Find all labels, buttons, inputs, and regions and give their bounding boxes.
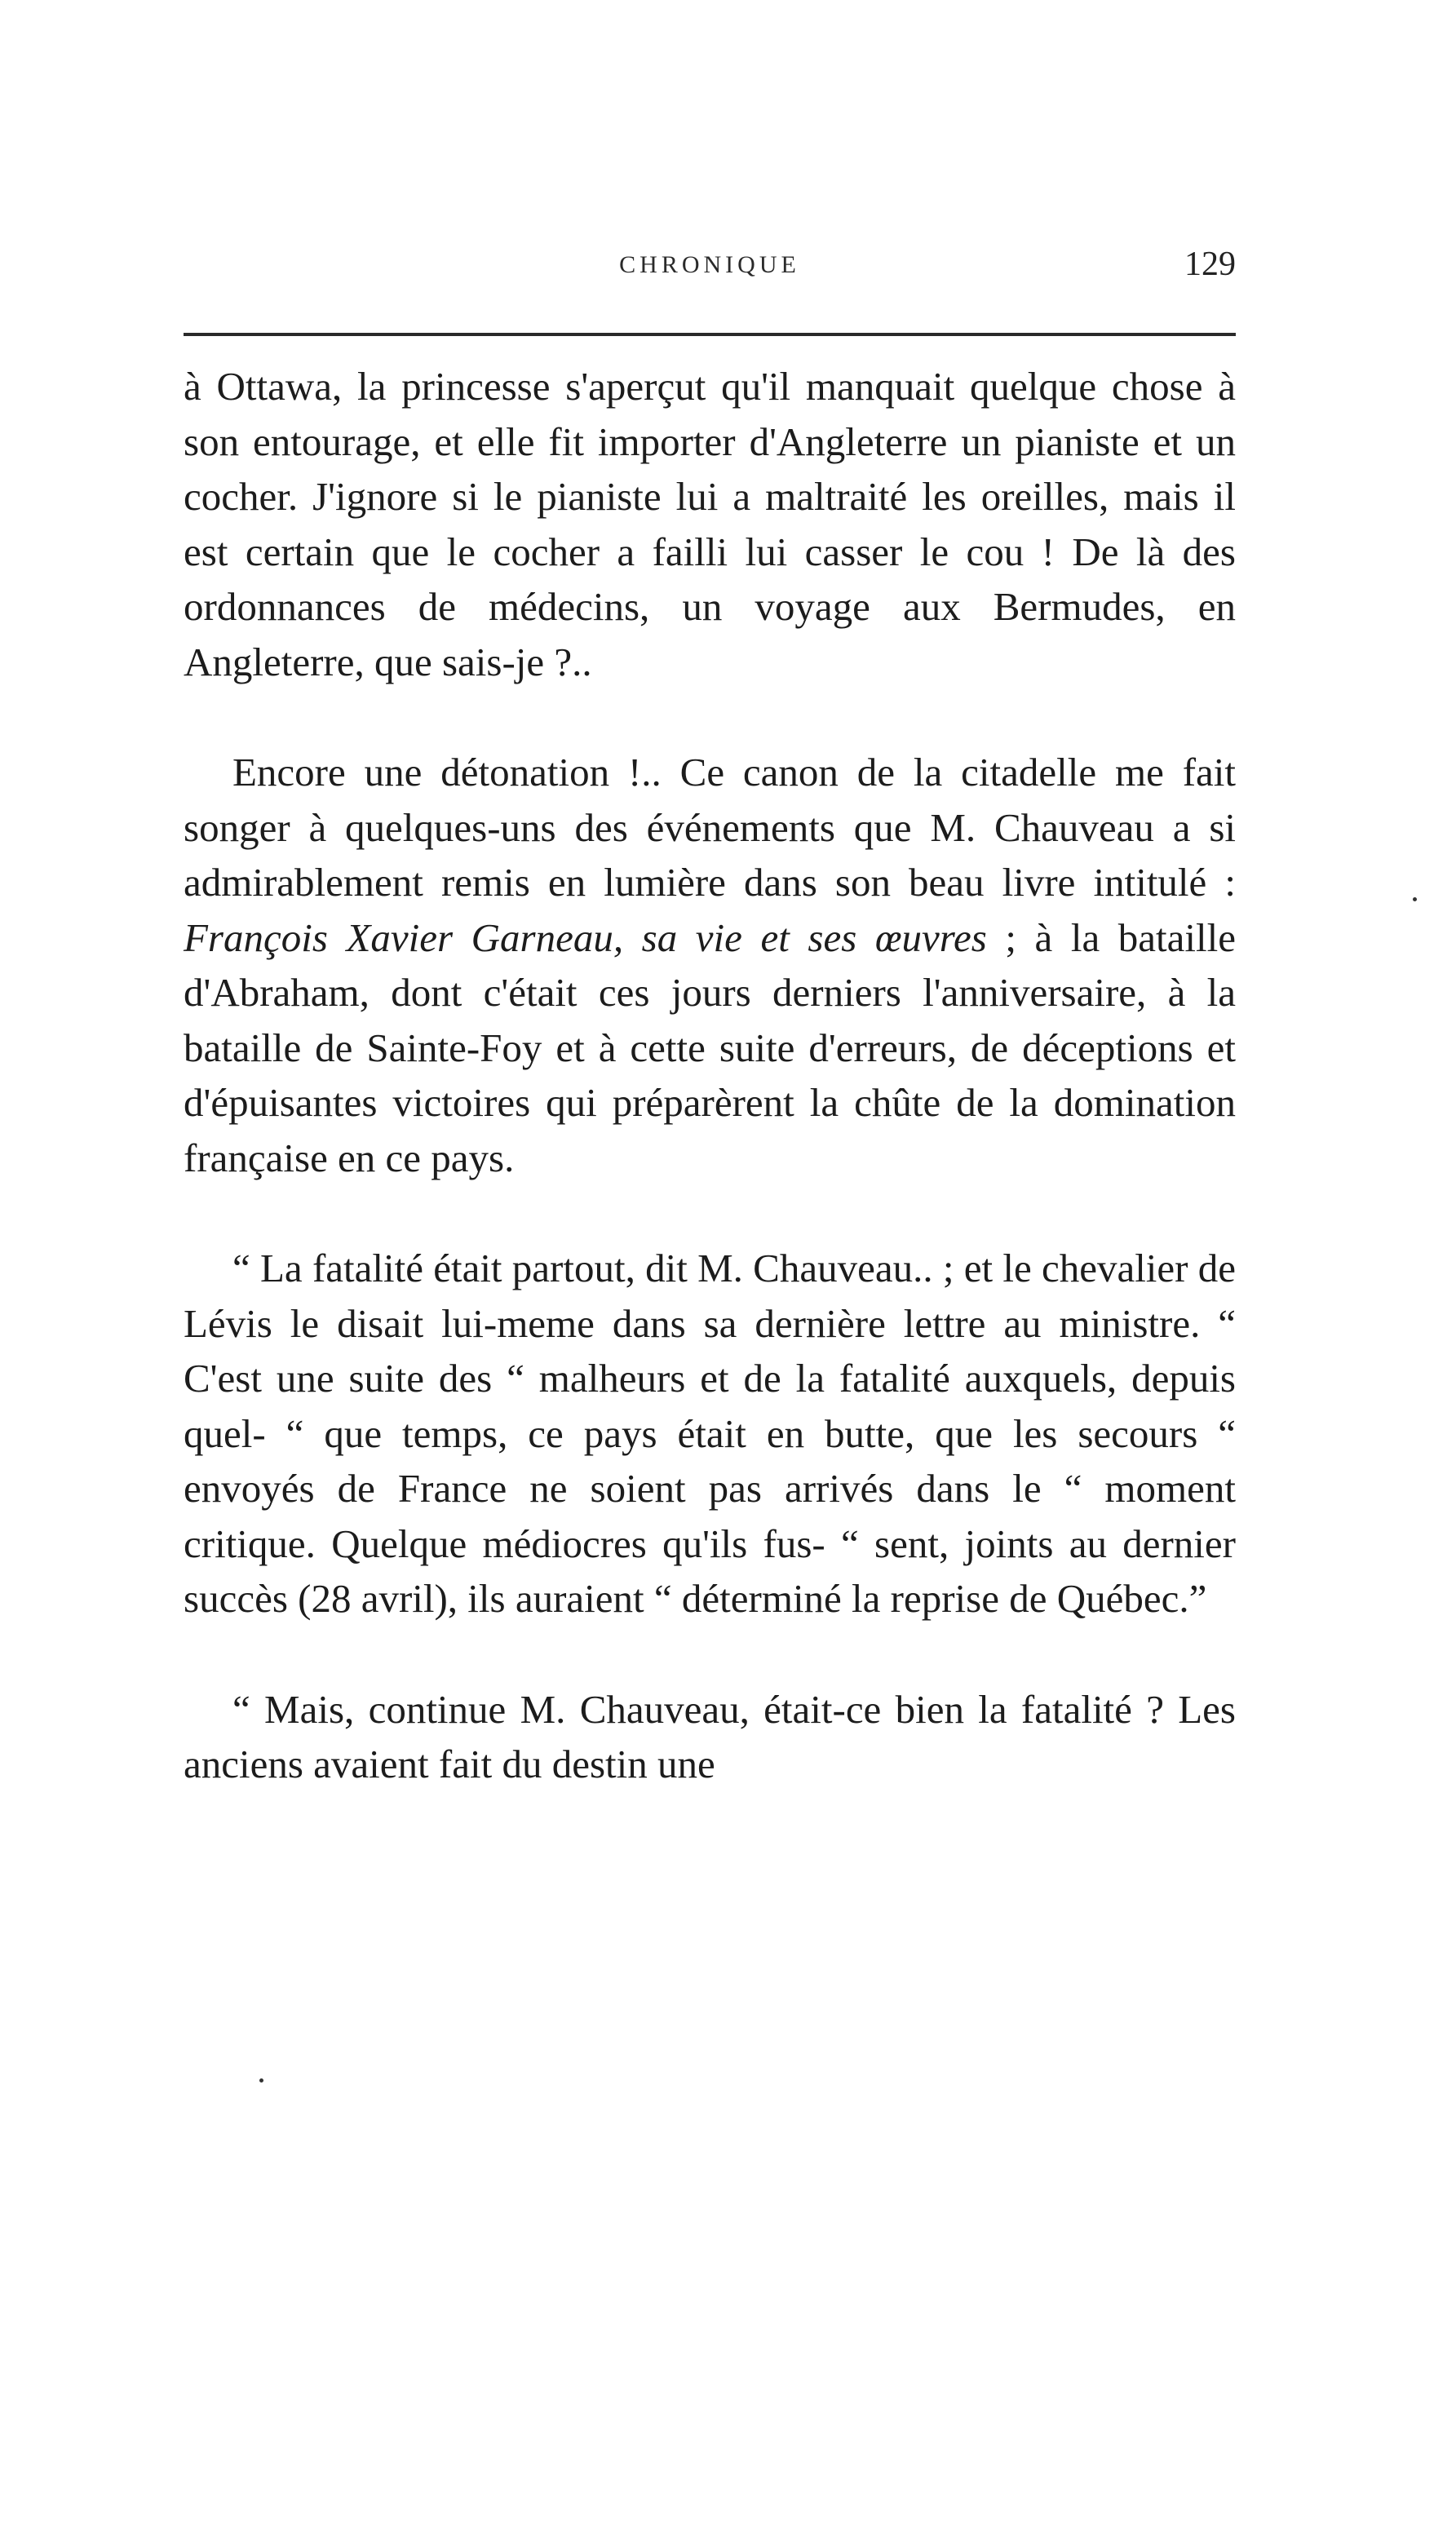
print-speck (1413, 897, 1417, 901)
paragraph-canon (184, 745, 1236, 1185)
print-speck (259, 2078, 263, 2083)
paragraph-canon-after: ; à la bataille d'Abraham, dont c'était ces jours derniers l'anniversaire, à la bataille de Sainte-Foy et à cette suite d'erreurs, de déceptions et d'épuisantes victoires qui préparèrent la chûte de la domination française en ce pays. (184, 914, 1236, 1180)
running-head: CHRONIQUE (619, 251, 800, 278)
page-number: 129 (1184, 246, 1236, 283)
paragraph-mais: “ Mais, continue M. Chauveau, était-ce bien la fatalité ? Les anciens avaient fait du destin une (184, 1686, 1236, 1786)
page-header (184, 245, 1236, 294)
body-text (184, 359, 1236, 1848)
paragraph-canon-before: Encore une détonation !.. Ce canon de la citadelle me fait songer à quelques-uns des événements que M. Chauveau a si admirablement remis en lumière dans son beau livre intitulé : (184, 750, 1236, 905)
paragraph-continued: à Ottawa, la princesse s'aperçut qu'il manquait quelque chose à son entourage, et elle fit importer d'Angleterre un pianiste et un cocher. J'ignore si le pianiste lui a maltraité les oreilles, mais il est certain que le cocher a failli lui casser le cou ! De là des ordonnances de médecins, un voyage aux Bermudes, en Angleterre, que sais-je ?.. (184, 364, 1236, 684)
book-title: François Xavier Garneau, sa vie et ses œuvres (184, 914, 987, 960)
header-rule (184, 333, 1236, 336)
paragraph-fatalite-quote: “ La fatalité était partout, dit M. Chauveau.. ; et le chevalier de Lévis le disait lui-meme dans sa dernière lettre au ministre. “ C'est une suite des “ malheurs et de la fatalité auxquels, depuis quel- “ que temps, ce pays était en butte, que les secours “ envoyés de France ne soient pas arrivés dans le “ moment critique. Quelque médiocres qu'ils fus- “ sent, joints au dernier succès (28 avril), ils auraient “ déterminé la reprise de Québec.” (184, 1246, 1236, 1621)
